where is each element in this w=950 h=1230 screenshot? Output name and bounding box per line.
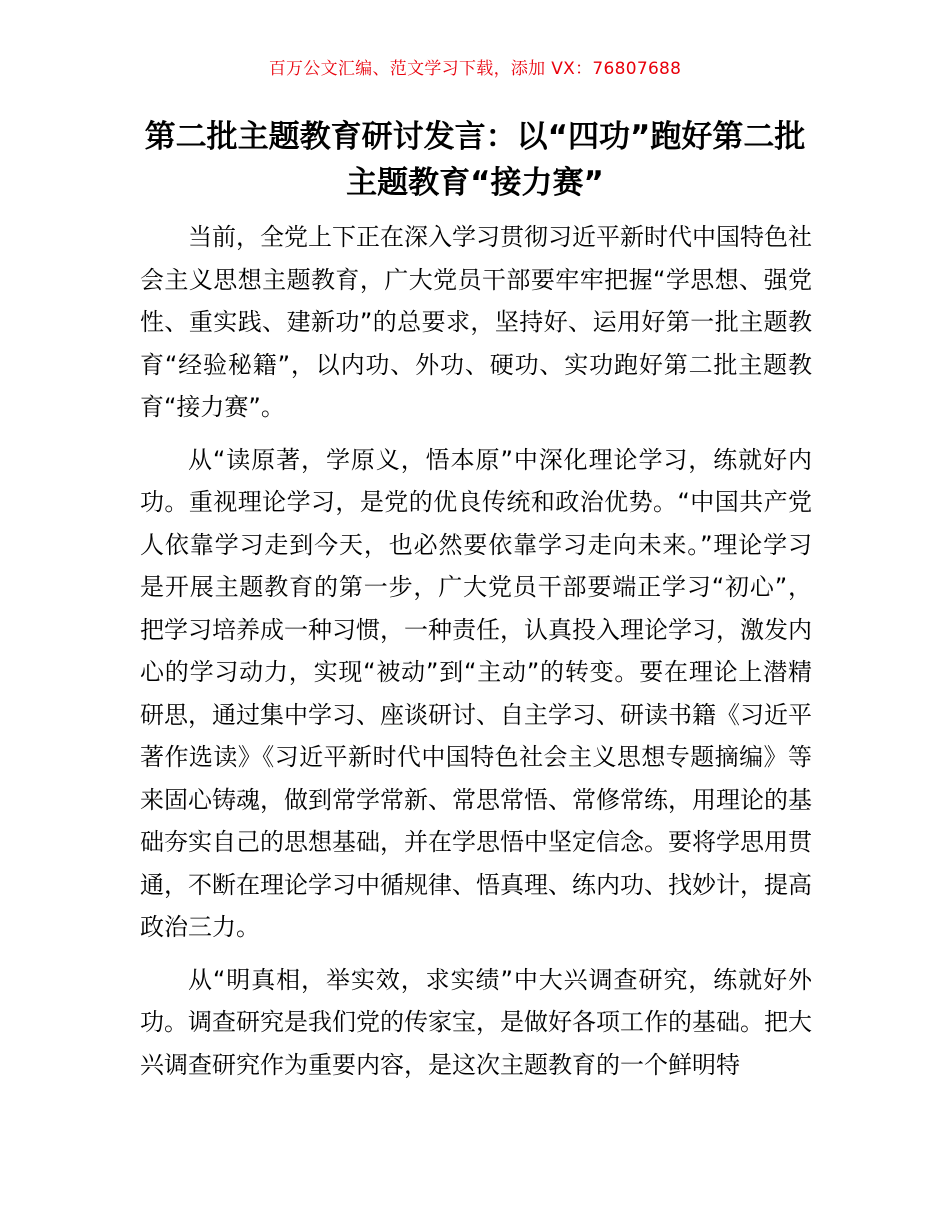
paragraph-investigation: 从“明真相，举实效，求实绩”中大兴调查研究，练就好外功。调查研究是我们党的传家宝，是做好各项工作的基础。把大兴调查研究作为重要内容，是这次主题教育的一个鲜明特 — [140, 965, 812, 1079]
paragraph-theory-study: 从“读原著，学原义，悟本原”中深化理论学习，练就好内功。重视理论学习，是党的优良传统和政治优势。“中国共产党人依靠学习走到今天，也必然要依靠学习走向未来。”理论学习是开展主题教育的第一步，广大党员干部要端正学习“初心”，把学习培养成一种习惯，一种责任，认真投入理论学习，激发内心的学习动力，实现“被动”到“主动”的转变。要在理论上潜精研思，通过集中学习、座谈研讨、自主学习、研读书籍《习近平著作选读》《习近平新时代中国特色社会主义思想专题摘编》等来固心铸魂，做到常学常新、常思常悟、常修常练，用理论的基础夯实自己的思想基础，并在学思悟中坚定信念。要将学思用贯通，不断在理论学习中循规律、悟真理、练内功、找妙计，提高政治三力。 — [140, 445, 812, 941]
document-title: 第二批主题教育研讨发言：以“四功”跑好第二批主题教育“接力赛” — [144, 119, 806, 201]
document-body — [140, 216, 812, 1096]
paragraph-intro: 当前，全党上下正在深入学习贯彻习近平新时代中国特色社会主义思想主题教育，广大党员干部要牢牢把握“学思想、强党性、重实践、建新功”的总要求，坚持好、运用好第一批主题教育“经验秘籍”，以内功、外功、硬功、实功跑好第二批主题教育“接力赛”。 — [140, 223, 812, 421]
promo-header: 百万公文汇编、范文学习下载，添加 VX：76807688 — [268, 59, 682, 79]
